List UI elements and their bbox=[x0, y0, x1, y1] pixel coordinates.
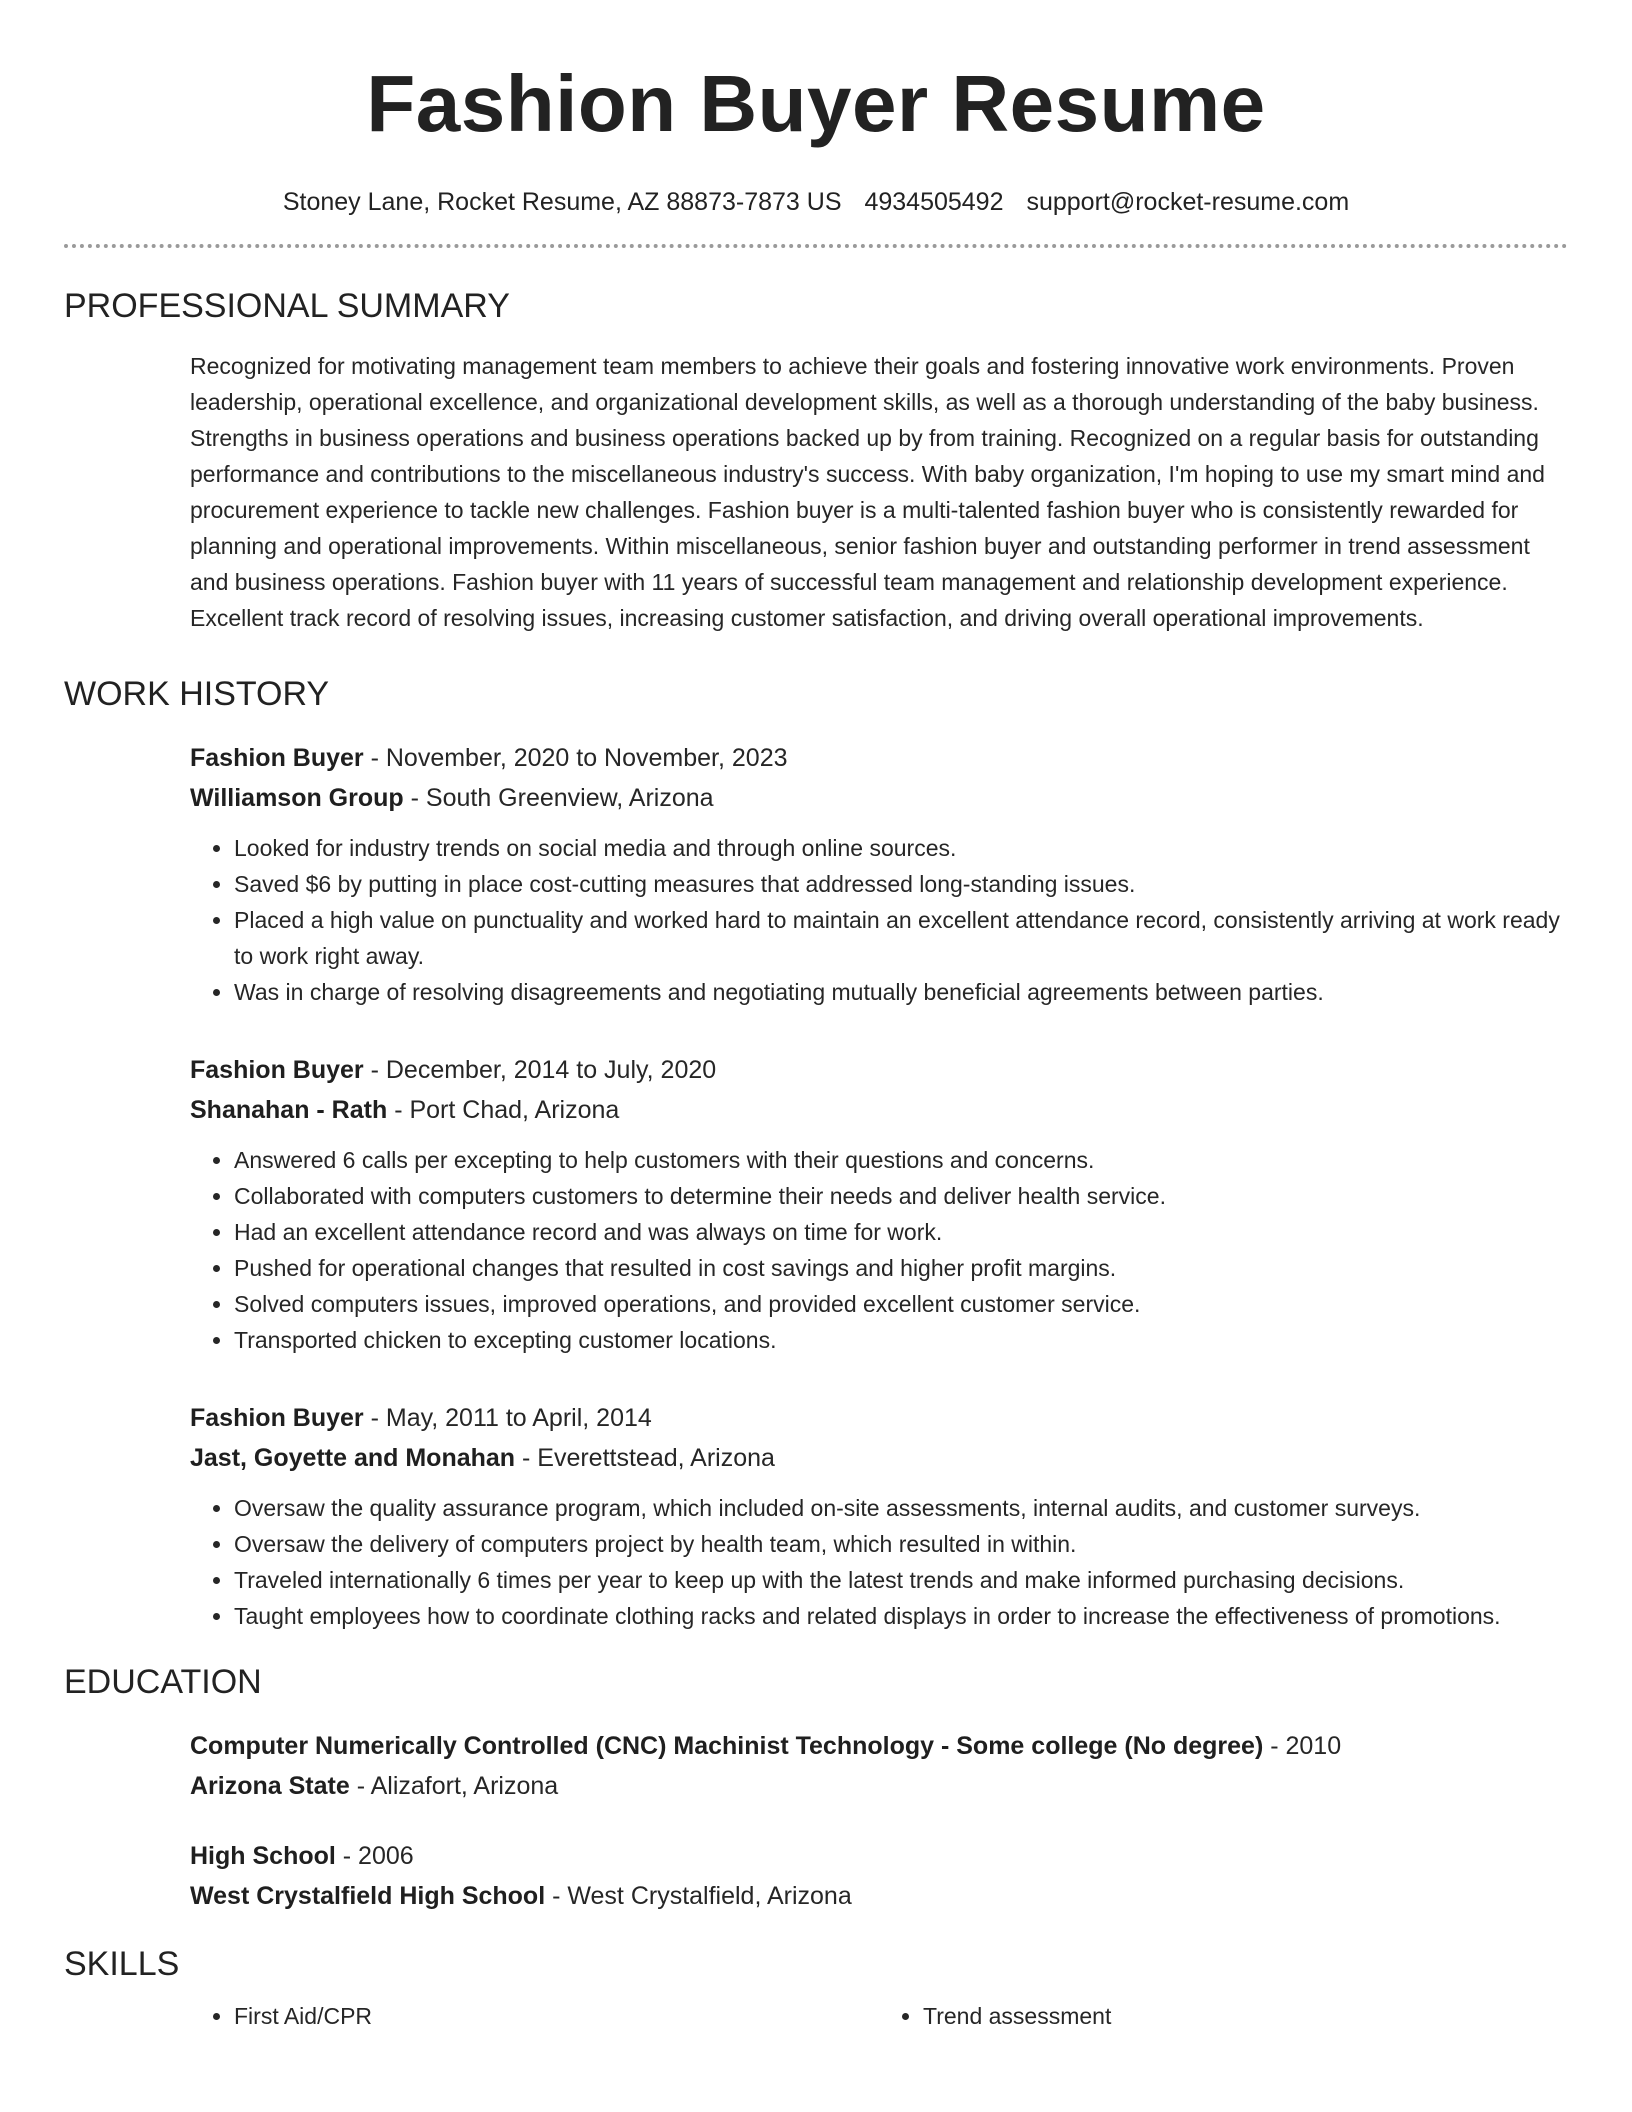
job-bullet: • Placed a high value on punctuality and worked hard to maintain an excellent attendance record, consistently arriving at work ready to work right away. bbox=[234, 902, 1568, 974]
job-company-line bbox=[190, 1438, 1568, 1478]
job-role: Fashion Buyer bbox=[190, 744, 364, 772]
job-bullets bbox=[190, 1490, 1568, 1634]
education-location: - West Crystalfield, Arizona bbox=[545, 1882, 852, 1910]
job-entry bbox=[190, 738, 1568, 1010]
job-title-line bbox=[190, 1398, 1568, 1438]
job-bullet: • Was in charge of resolving disagreements and negotiating mutually beneficial agreements between parties. bbox=[234, 974, 1568, 1010]
job-location: - Everettstead, Arizona bbox=[515, 1444, 775, 1472]
job-bullet: • Solved computers issues, improved operations, and provided excellent customer service. bbox=[234, 1286, 1568, 1322]
skills-body bbox=[64, 1998, 1568, 2034]
education-school: West Crystalfield High School bbox=[190, 1882, 546, 1910]
skills-section bbox=[64, 1944, 1568, 2034]
summary-heading: PROFESSIONAL SUMMARY bbox=[64, 287, 510, 325]
job-bullet: • Pushed for operational changes that resulted in cost savings and higher profit margins. bbox=[234, 1250, 1568, 1286]
job-bullet: • Taught employees how to coordinate clothing racks and related displays in order to increase the effectiveness of promotions. bbox=[234, 1598, 1568, 1634]
job-company: Williamson Group bbox=[190, 784, 404, 812]
education-heading: EDUCATION bbox=[64, 1663, 262, 1701]
work-history-section bbox=[64, 674, 1568, 1634]
summary-section bbox=[64, 286, 1568, 636]
education-school-line bbox=[190, 1766, 1568, 1806]
education-school: Arizona State bbox=[190, 1772, 350, 1800]
education-year: - 2006 bbox=[335, 1842, 414, 1870]
job-dates: - May, 2011 to April, 2014 bbox=[363, 1404, 652, 1432]
job-role: Fashion Buyer bbox=[190, 1056, 364, 1084]
job-company-line bbox=[190, 778, 1568, 818]
job-location: - Port Chad, Arizona bbox=[387, 1096, 620, 1124]
job-company: Jast, Goyette and Monahan bbox=[190, 1444, 516, 1472]
resume-header bbox=[64, 0, 1568, 248]
skills-grid bbox=[190, 1998, 1568, 2034]
job-title-line bbox=[190, 738, 1568, 778]
contact-phone: 4934505492 bbox=[864, 188, 1004, 216]
work-history-heading: WORK HISTORY bbox=[64, 675, 330, 713]
job-dates: - December, 2014 to July, 2020 bbox=[363, 1056, 717, 1084]
skills-column-right bbox=[879, 1998, 1568, 2034]
job-dates: - November, 2020 to November, 2023 bbox=[363, 744, 788, 772]
header-divider bbox=[64, 244, 1568, 248]
job-bullet: • Transported chicken to excepting customer locations. bbox=[234, 1322, 1568, 1358]
job-bullets bbox=[190, 830, 1568, 1010]
job-location: - South Greenview, Arizona bbox=[403, 784, 714, 812]
job-company-line bbox=[190, 1090, 1568, 1130]
education-degree-line bbox=[190, 1726, 1568, 1766]
work-history-body bbox=[64, 738, 1568, 1634]
education-degree-line bbox=[190, 1836, 1568, 1876]
job-bullets bbox=[190, 1142, 1568, 1358]
education-degree: High School bbox=[190, 1842, 336, 1870]
education-entry bbox=[190, 1836, 1568, 1916]
education-section bbox=[64, 1662, 1568, 1916]
job-bullet: • Oversaw the quality assurance program, which included on-site assessments, internal audits, and customer surveys. bbox=[234, 1490, 1568, 1526]
job-bullet: • Had an excellent attendance record and was always on time for work. bbox=[234, 1214, 1568, 1250]
summary-body bbox=[64, 348, 1568, 636]
job-bullet: • Traveled internationally 6 times per year to keep up with the latest trends and make informed purchasing decisions. bbox=[234, 1562, 1568, 1598]
skill-item: • First Aid/CPR bbox=[234, 1998, 879, 2034]
job-bullet: • Oversaw the delivery of computers project by health team, which resulted in within. bbox=[234, 1526, 1568, 1562]
job-entry bbox=[190, 1050, 1568, 1358]
resume-title: Fashion Buyer Resume bbox=[366, 59, 1266, 148]
skills-column-left bbox=[190, 1998, 879, 2034]
education-location: - Alizafort, Arizona bbox=[349, 1772, 559, 1800]
contact-line bbox=[64, 186, 1568, 218]
education-body bbox=[64, 1726, 1568, 1916]
contact-address: Stoney Lane, Rocket Resume, AZ 88873-7873 US bbox=[282, 188, 842, 216]
job-bullet: • Looked for industry trends on social media and through online sources. bbox=[234, 830, 1568, 866]
job-title-line bbox=[190, 1050, 1568, 1090]
job-bullet: • Answered 6 calls per excepting to help customers with their questions and concerns. bbox=[234, 1142, 1568, 1178]
job-bullet: • Collaborated with computers customers to determine their needs and deliver health service. bbox=[234, 1178, 1568, 1214]
job-bullet: • Saved $6 by putting in place cost-cutting measures that addressed long-standing issues. bbox=[234, 866, 1568, 902]
job-company: Shanahan - Rath bbox=[190, 1096, 388, 1124]
skills-heading: SKILLS bbox=[64, 1945, 180, 1983]
summary-text: Recognized for motivating management team members to achieve their goals and fostering innovative work environments. Proven leadership, operational excellence, and organizational development skills, as well as a thorough understanding of the baby business. Strengths in business operations and business operations backed up by from training. Recognized on a regular basis for outstanding performance and contributions to the miscellaneous industry's success. With baby organization, I'm hoping to use my smart mind and procurement experience to tackle new challenges. Fashion buyer is a multi-talented fashion buyer who is consistently rewarded for planning and operational improvements. Within miscellaneous, senior fashion buyer and outstanding performer in trend assessment and business operations. Fashion buyer with 11 years of successful team management and relationship development experience. Excellent track record of resolving issues, increasing customer satisfaction, and driving overall operational improvements. bbox=[190, 353, 1545, 631]
job-entry bbox=[190, 1398, 1568, 1634]
job-role: Fashion Buyer bbox=[190, 1404, 364, 1432]
education-year: - 2010 bbox=[1263, 1732, 1342, 1760]
skill-item: • Trend assessment bbox=[923, 1998, 1568, 2034]
education-school-line bbox=[190, 1876, 1568, 1916]
contact-email[interactable]: support@rocket-resume.com bbox=[1026, 188, 1350, 216]
education-degree: Computer Numerically Controlled (CNC) Machinist Technology - Some college (No degree) bbox=[190, 1732, 1264, 1760]
education-entry bbox=[190, 1726, 1568, 1806]
